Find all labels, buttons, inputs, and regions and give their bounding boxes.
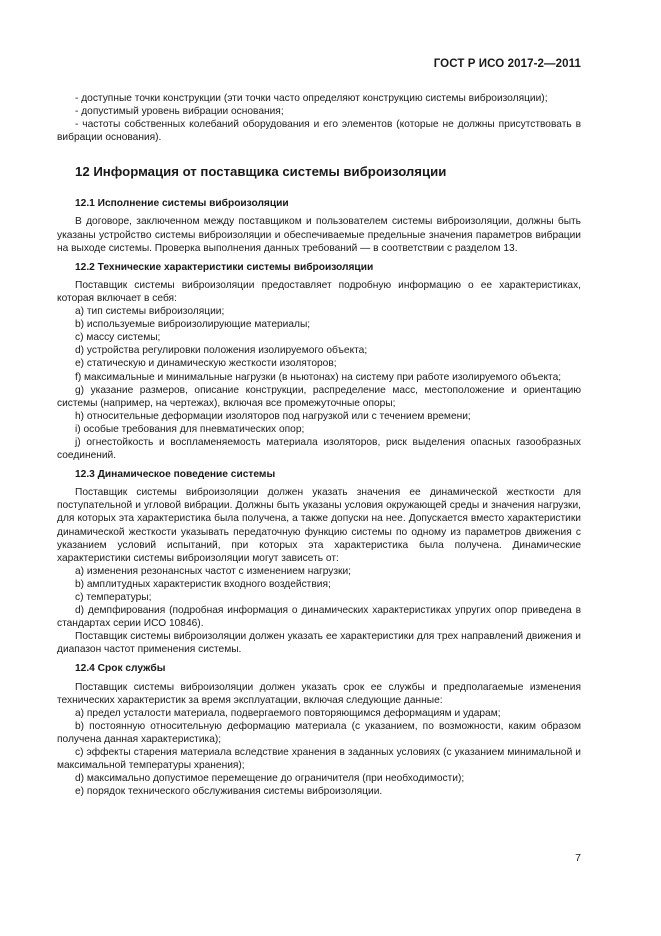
list-item: e) статическую и динамическую жесткости изоляторов; <box>75 358 337 370</box>
list-item: d) максимально допустимое перемещение до ограничителя (при необходимости); <box>75 773 465 785</box>
list-item: i) особые требования для пневматических опор; <box>75 423 305 435</box>
subsection-12-3-intro: Поставщик системы виброизоляции должен указать значения ее динамической жесткости для поступательной и угловой вибрации. Должны быть указаны условия окружающей среды и значения нагрузки, для которых эта характеристика была получена, а также допуски на нее. Допускается вместо характеристики динамической жесткости указывать передаточную функцию системы по одному из параметров движения с указанием условий испытаний, при которых эта характеристика была получена. Динамические характеристики системы виброизоляции могут зависеть от: <box>57 487 581 564</box>
list-item: c) эффекты старения материала вследствие хранения в заданных условиях (с указанием минимальной и максимальной температуры хранения); <box>57 747 581 772</box>
subsection-12-4-intro: Поставщик системы виброизоляции должен указать срок ее службы и предполагаемые изменения технических характеристик за время эксплуатации, включая следующие данные: <box>57 681 581 706</box>
list-item: а) предел усталости материала, подвергаемого повторяющимся деформациям и ударам; <box>75 707 501 719</box>
list-item: а) тип системы виброизоляции; <box>75 306 225 318</box>
list-item: d) устройства регулировки положения изолируемого объекта; <box>75 345 368 357</box>
subsection-12-2-intro: Поставщик системы виброизоляции предоставляет подробную информацию о ее характеристиках, которая включает в себя: <box>57 279 581 304</box>
document-code: ГОСТ Р ИСО 2017-2—2011 <box>433 58 581 70</box>
page-number: 7 <box>575 852 581 864</box>
list-item: f) максимальные и минимальные нагрузки (в ньютонах) на систему при работе изолируемого объекта; <box>75 371 562 383</box>
list-item: j) огнестойкость и воспламеняемость материала изоляторов, риск выделения опасных газообразных соединений. <box>57 436 581 462</box>
subsection-12-3-outro: Поставщик системы виброизоляции должен указать ее характеристики для трех направлений движения и диапазон частот применения системы. <box>57 631 581 656</box>
subsection-12-2-title: 12.2 Технические характеристики системы виброизоляции <box>75 261 374 273</box>
list-item: b) амплитудных характеристик входного воздействия; <box>75 578 331 590</box>
subsection-12-4-title: 12.4 Срок службы <box>75 663 166 675</box>
intro-item: - допустимый уровень вибрации основания; <box>75 106 284 118</box>
page-content <box>57 92 581 798</box>
subsection-12-1-title: 12.1 Исполнение системы виброизоляции <box>75 198 289 210</box>
list-item: d) демпфирования (подробная информация о динамических характеристиках упругих опор приведена в стандартах серии ИСО 10846). <box>57 605 581 630</box>
section-12-title: 12 Информация от поставщика системы виброизоляции <box>75 164 447 180</box>
list-item: h) относительные деформации изоляторов под нагрузкой или с течением времени; <box>75 410 471 422</box>
subsection-12-3-title: 12.3 Динамическое поведение системы <box>75 469 276 481</box>
list-item: b) используемые виброизолирующие материалы; <box>75 319 311 331</box>
list-item: e) порядок технического обслуживания системы виброизоляции. <box>75 786 383 798</box>
list-item: а) изменения резонансных частот с изменением нагрузки; <box>75 565 352 577</box>
list-item: b) постоянную относительную деформацию материала (с указанием, по возможности, каким образом получена данная характеристика); <box>57 720 581 745</box>
intro-item: - доступные точки конструкции (эти точки часто определяют конструкцию системы виброизоляции); <box>75 93 548 104</box>
intro-item: - частоты собственных колебаний оборудования и его элементов (которые не должны присутствовать в вибрации основания). <box>57 119 581 144</box>
list-item: g) указание размеров, описание конструкции, распределение масс, местоположение и ориентацию системы (например, на чертежах), включая все промежуточные опоры; <box>57 384 581 409</box>
list-item: c) температуры; <box>75 592 152 603</box>
list-item: c) массу системы; <box>75 332 161 344</box>
subsection-12-1-text: В договоре, заключенном между поставщиком и пользователем системы виброизоляции, должны быть указаны устройство системы виброизоляции и обеспечиваемые предельные значения параметров вибрации на выходе системы. Проверка выполнения данных требований — в соответствии с разделом 13. <box>57 216 581 254</box>
